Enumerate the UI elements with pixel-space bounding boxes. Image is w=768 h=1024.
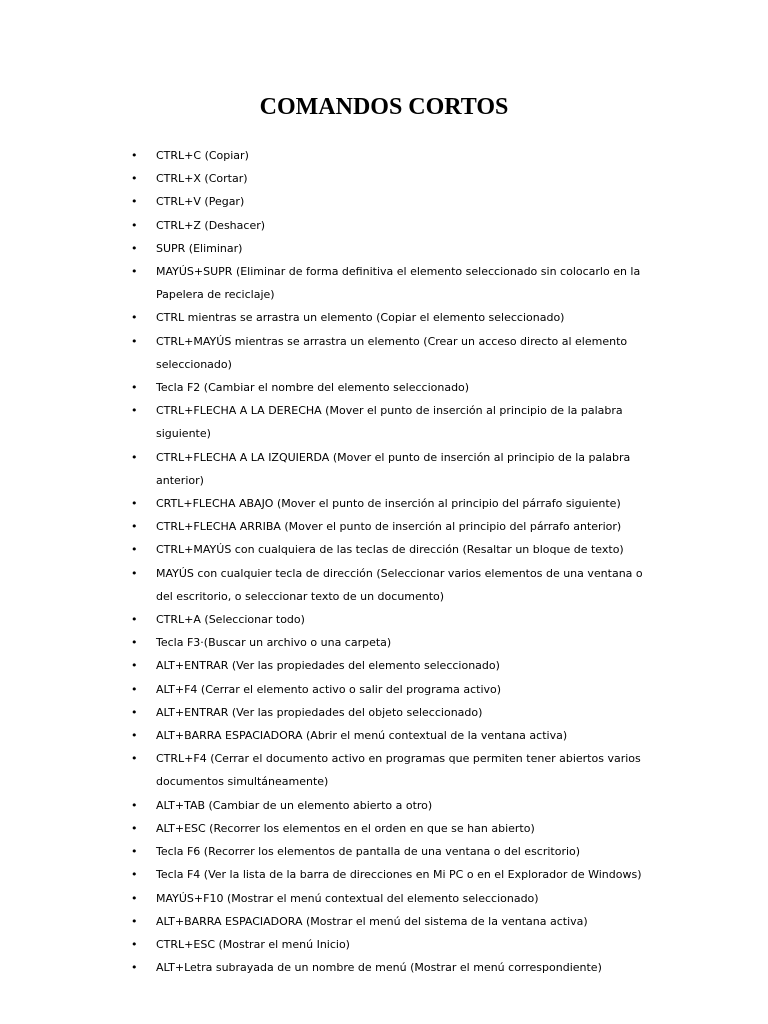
bullet-icon: •	[131, 752, 138, 766]
bullet-icon: •	[131, 520, 138, 534]
bullet-icon: •	[131, 566, 138, 580]
list-item	[0, 654, 768, 677]
list-item-text: CTRL+FLECHA A LA DERECHA (Mover el punto de inserción al principio de la palabra siguiente)	[156, 404, 623, 441]
list-item	[0, 446, 768, 492]
list-item	[0, 214, 768, 237]
list-item-text: CTRL+X (Cortar)	[156, 172, 248, 186]
list-item-text: CTRL+FLECHA A LA IZQUIERDA (Mover el punto de inserción al principio de la palabra anterior)	[156, 450, 631, 487]
list-item	[0, 701, 768, 724]
list-item	[0, 817, 768, 840]
bullet-icon: •	[131, 311, 138, 325]
shortcut-list	[0, 144, 768, 979]
list-item-text: CTRL+MAYÚS mientras se arrastra un elemento (Crear un acceso directo al elemento seleccionado)	[156, 334, 628, 371]
bullet-icon: •	[131, 149, 138, 162]
list-item	[0, 330, 768, 376]
list-item	[0, 910, 768, 933]
list-item-text: CTRL+V (Pegar)	[156, 195, 245, 209]
list-item-text: CTRL+MAYÚS con cualquiera de las teclas de dirección (Resaltar un bloque de texto)	[156, 543, 624, 557]
list-item-text: ALT+BARRA ESPACIADORA (Mostrar el menú del sistema de la ventana activa)	[156, 914, 588, 928]
list-item	[0, 724, 768, 747]
list-item-text: CTRL+Z (Deshacer)	[156, 218, 266, 232]
list-item-text: Tecla F2 (Cambiar el nombre del elemento seleccionado)	[156, 381, 470, 395]
list-item-text: CTRL+FLECHA ARRIBA (Mover el punto de inserción al principio del párrafo anterior)	[156, 520, 622, 534]
list-item-text: SUPR (Eliminar)	[156, 241, 243, 255]
list-item	[0, 376, 768, 399]
list-item-text: Tecla F4 (Ver la lista de la barra de direcciones en Mi PC o en el Explorador de Windows)	[156, 868, 642, 882]
list-item	[0, 167, 768, 190]
list-item-text: ALT+ESC (Recorrer los elementos en el orden en que se han abierto)	[156, 821, 535, 835]
list-item-text: ALT+TAB (Cambiar de un elemento abierto a otro)	[156, 798, 433, 812]
list-item-text: MAYÚS+SUPR (Eliminar de forma definitiva el elemento seleccionado sin colocarlo en la Papelera de reciclaje)	[156, 265, 641, 302]
list-item-text: MAYÚS con cualquier tecla de dirección (Seleccionar varios elementos de una ventana o del escritorio, o seleccionar texto de un documento)	[156, 566, 643, 603]
list-item	[0, 887, 768, 910]
bullet-icon: •	[131, 195, 138, 209]
list-item	[0, 306, 768, 329]
bullet-icon: •	[131, 450, 138, 464]
bullet-icon: •	[131, 218, 138, 232]
bullet-icon: •	[131, 659, 138, 673]
bullet-icon: •	[131, 891, 138, 905]
bullet-icon: •	[131, 682, 138, 696]
list-item-text: Tecla F6 (Recorrer los elementos de pantalla de una ventana o del escritorio)	[156, 845, 581, 859]
bullet-icon: •	[131, 729, 138, 743]
page-title: COMANDOS CORTOS	[259, 94, 509, 120]
bullet-icon: •	[131, 636, 138, 650]
list-item	[0, 608, 768, 631]
list-item	[0, 863, 768, 886]
bullet-icon: •	[131, 868, 138, 882]
bullet-icon: •	[131, 172, 138, 186]
list-item	[0, 515, 768, 538]
list-item-text: CTRL+A (Seleccionar todo)	[156, 613, 305, 627]
list-item	[0, 538, 768, 561]
bullet-icon: •	[131, 613, 138, 627]
list-item-text: CTRL+C (Copiar)	[156, 149, 249, 162]
bullet-icon: •	[131, 821, 138, 835]
list-item	[0, 260, 768, 306]
list-item	[0, 840, 768, 863]
bullet-icon: •	[131, 705, 138, 719]
list-item	[0, 747, 768, 793]
bullet-icon: •	[131, 961, 138, 975]
list-item	[0, 562, 768, 608]
list-item-text: ALT+F4 (Cerrar el elemento activo o salir del programa activo)	[156, 682, 502, 696]
bullet-icon: •	[131, 845, 138, 859]
list-item-text: Tecla F3·(Buscar un archivo o una carpeta)	[156, 636, 392, 650]
list-item-text: CTRL+ESC (Mostrar el menú Inicio)	[156, 937, 350, 951]
bullet-icon: •	[131, 241, 138, 255]
bullet-icon: •	[131, 334, 138, 348]
bullet-icon: •	[131, 381, 138, 395]
bullet-icon: •	[131, 265, 138, 279]
list-item	[0, 794, 768, 817]
list-item-text: ALT+ENTRAR (Ver las propiedades del elemento seleccionado)	[156, 659, 500, 673]
list-item-text: ALT+BARRA ESPACIADORA (Abrir el menú contextual de la ventana activa)	[156, 729, 568, 743]
list-item-text: MAYÚS+F10 (Mostrar el menú contextual del elemento seleccionado)	[156, 891, 539, 905]
bullet-icon: •	[131, 497, 138, 511]
list-item	[0, 190, 768, 213]
bullet-icon: •	[131, 543, 138, 557]
list-item-text: CTRL+F4 (Cerrar el documento activo en programas que permiten tener abiertos varios documentos simultáneamente)	[156, 752, 641, 789]
list-item-text: CTRL mientras se arrastra un elemento (Copiar el elemento seleccionado)	[156, 311, 565, 325]
list-item	[0, 678, 768, 701]
list-item	[0, 933, 768, 956]
list-item	[0, 399, 768, 445]
list-item	[0, 492, 768, 515]
bullet-icon: •	[131, 914, 138, 928]
list-item-text: ALT+Letra subrayada de un nombre de menú (Mostrar el menú correspondiente)	[156, 961, 602, 975]
bullet-icon: •	[131, 798, 138, 812]
list-item-text: CRTL+FLECHA ABAJO (Mover el punto de inserción al principio del párrafo siguiente)	[156, 497, 621, 511]
list-item	[0, 237, 768, 260]
bullet-icon: •	[131, 937, 138, 951]
bullet-icon: •	[131, 404, 138, 418]
list-item	[0, 631, 768, 654]
list-item-text: ALT+ENTRAR (Ver las propiedades del objeto seleccionado)	[156, 705, 483, 719]
list-item	[0, 956, 768, 979]
list-item	[0, 144, 768, 167]
